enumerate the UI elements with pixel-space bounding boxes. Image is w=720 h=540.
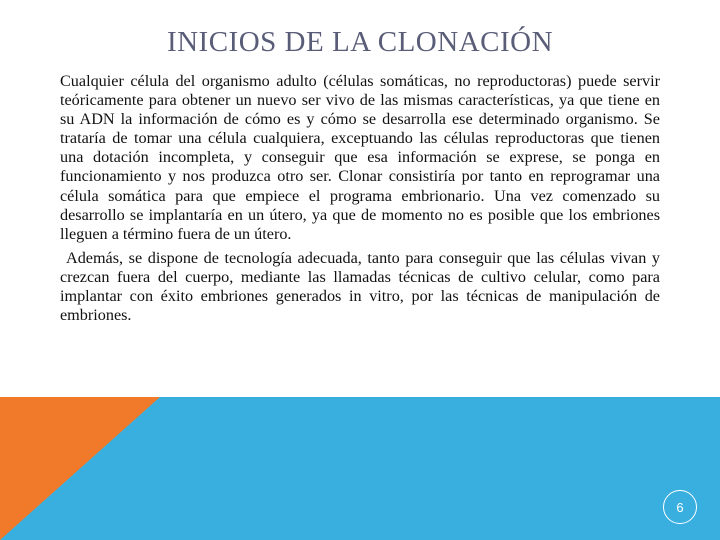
- footer-band-orange-triangle: [0, 397, 160, 540]
- body-paragraph-1: Cualquier célula del organismo adulto (células somáticas, no reproductoras) puede servir teóricamente para obtener un nuevo ser vivo de las mismas características, ya que tiene en su ADN la información de cómo es y cómo se desarrolla ese determinado organismo. Se trataría de tomar una célula cualquiera, exceptuando las células reproductoras que tienen una dotación incompleta, y conseguir que esa información se exprese, se ponga en funcionamiento y nos produzca otro ser. Clonar consistiría por tanto en reprogramar una célula somática para que empiece el programa embrionario. Una vez comenzado su desarrollo se implantaría en un útero, ya que de momento no es posible que los embriones lleguen a término fuera de un útero.: [60, 72, 660, 243]
- slide-title: INICIOS DE LA CLONACIÓN: [166, 26, 554, 58]
- slide-body: [60, 72, 660, 325]
- page-number-badge: [663, 490, 697, 524]
- body-paragraph-2: Además, se dispone de tecnología adecuada, tanto para conseguir que las células vivan y crezcan fuera del cuerpo, mediante las llamadas técnicas de cultivo celular, como para implantar con éxito embriones generados in vitro, por las técnicas de manipulación de embriones.: [60, 248, 660, 325]
- page-number: 6: [676, 499, 684, 515]
